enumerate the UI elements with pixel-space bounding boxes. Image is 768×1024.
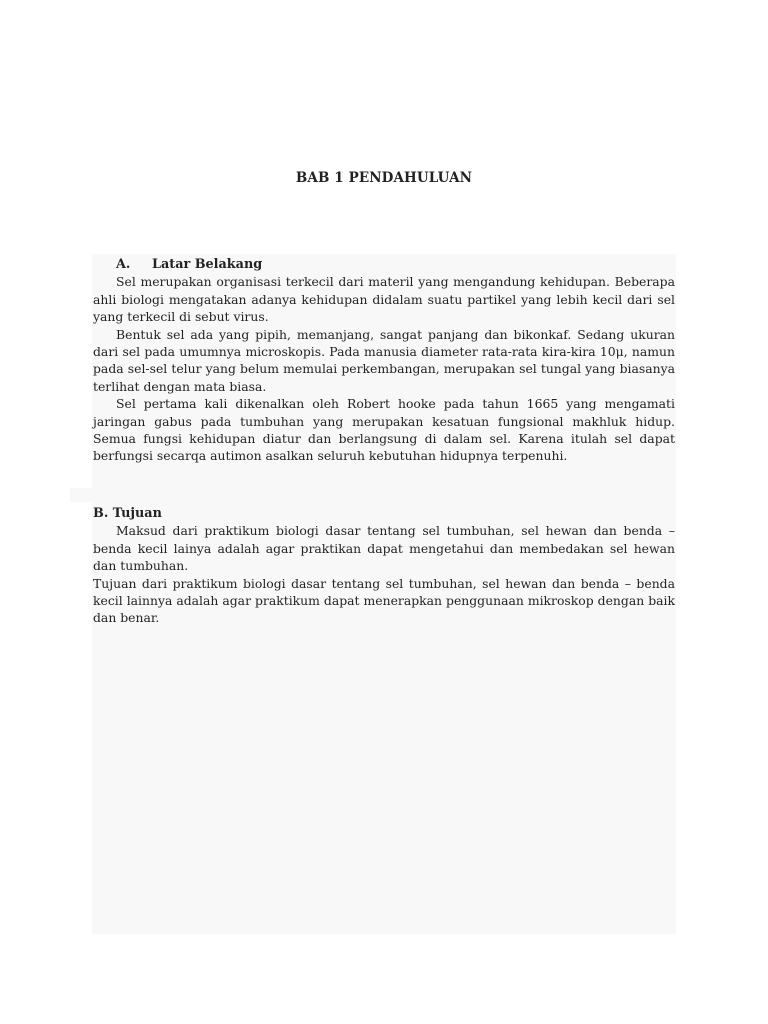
margin-shade	[70, 488, 92, 502]
paragraph: Tujuan dari praktikum biologi dasar tentang sel tumbuhan, sel hewan dan benda – benda kecil lainnya adalah agar praktikum dapat menerapkan penggunaan mikroskop dengan baik dan benar.	[93, 575, 675, 626]
paragraph: Bentuk sel ada yang pipih, memanjang, sangat panjang dan bikonkaf. Sedang ukuran dari sel pada umumnya microskopis. Pada manusia diameter rata-rata kira-kira 10μ, namun pada sel-sel telur yang belum memulai perkembangan, merupakan sel tungal yang biasanya terlihat dengan mata biasa.	[93, 326, 675, 394]
section-a-title: Latar Belakang	[152, 257, 263, 272]
paragraph: Sel merupakan organisasi terkecil dari materil yang mengandung kehidupan. Beberapa ahli biologi mengatakan adanya kehidupan didalam suatu partikel yang lebih kecil dari sel yang terkecil di sebut virus.	[93, 274, 675, 325]
paragraph: Sel pertama kali dikenalkan oleh Robert hooke pada tahun 1665 yang mengamati jaringan gabus pada tumbuhan yang merupakan kesatuan fungsional makhluk hidup. Semua fungsi kehidupan diatur dan berlangsung di dalam sel. Karena itulah sel dapat berfungsi secarqa autimon asalkan seluruh kebutuhan hidupnya terpenuhi.	[93, 396, 675, 464]
section-a-number: A.	[116, 257, 131, 272]
chapter-title: BAB 1 PENDAHULUAN	[295, 170, 473, 186]
section-a-heading	[93, 256, 675, 273]
paragraph: Maksud dari praktikum biologi dasar tentang sel tumbuhan, sel hewan dan benda – benda kecil lainya adalah agar praktikan dapat mengetahui dan membedakan sel hewan dan tumbuhan.	[93, 523, 675, 574]
section-tujuan	[93, 505, 675, 627]
section-latar-belakang	[93, 256, 675, 465]
section-b-heading: B. Tujuan	[93, 506, 162, 521]
